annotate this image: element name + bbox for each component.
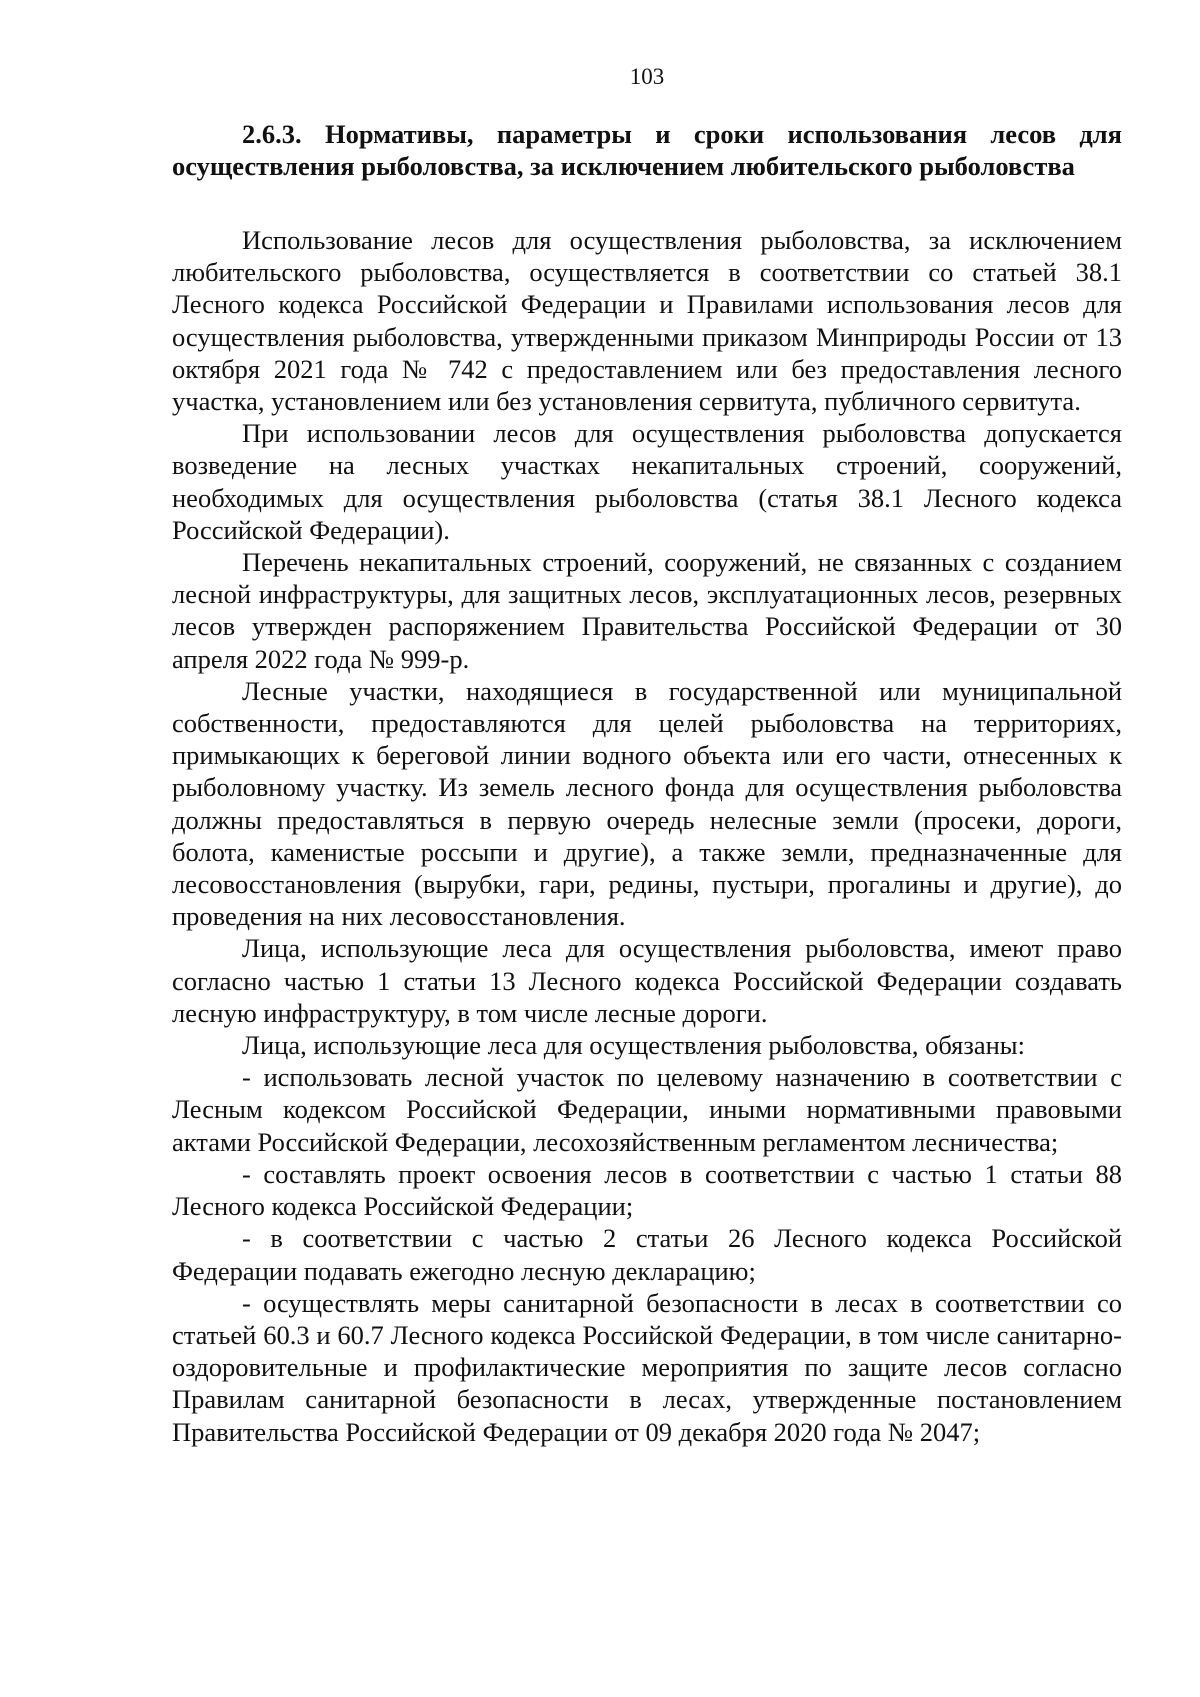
paragraph-4: Лесные участки, находящиеся в государственной или муниципальной собственности, предоставляются для целей рыболовства на территориях, примыкающих к береговой линии водного объекта или его части, отнесенных к рыболовному участку. Из земель лесного фонда для осуществления рыболовства должны предоставляться в первую очередь нелесные земли (просеки, дороги, болота, каменистые россыпи и другие), а также земли, предназначенные для лесовосстановления (вырубки, гари, редины, пустыри, прогалины и другие), до проведения на них лесовосстановления. [172, 675, 1122, 932]
paragraph-1: Использование лесов для осуществления рыболовства, за исключением любительского рыболовства, осуществляется в соответствии со статьей 38.1 Лесного кодекса Российской Федерации и Правилами использования лесов для осуществления рыболовства, утвержденными приказом Минприроды России от 13 октября 2021 года № 742 с предоставлением или без предоставления лесного участка, установлением или без установления сервитута, публичного сервитута. [172, 225, 1122, 417]
list-item-2: - составлять проект освоения лесов в соответствии с частью 1 статьи 88 Лесного кодекса Российской Федерации; [172, 1158, 1122, 1222]
paragraph-6: Лица, использующие леса для осуществления рыболовства, обязаны: [242, 1030, 1025, 1061]
paragraph-3: Перечень некапитальных строений, сооружений, не связанных с созданием лесной инфраструктуры, для защитных лесов, эксплуатационных лесов, резервных лесов утвержден распоряжением Правительства Российской Федерации от 30 апреля 2022 года № 999-р. [172, 547, 1122, 674]
paragraph-2: При использовании лесов для осуществления рыболовства допускается возведение на лесных участках некапитальных строений, сооружений, необходимых для осуществления рыболовства (статья 38.1 Лесного кодекса Российской Федерации). [172, 418, 1122, 545]
paragraph-5: Лица, использующие леса для осуществления рыболовства, имеют право согласно частью 1 статьи 13 Лесного кодекса Российской Федерации создавать лесную инфраструктуру, в том числе лесные дороги. [172, 933, 1122, 1028]
document-page [172, 62, 1122, 1448]
list-item-3: - в соответствии с частью 2 статьи 26 Лесного кодекса Российской Федерации подавать ежегодно лесную декларацию; [172, 1223, 1122, 1286]
list-item-1: - использовать лесной участок по целевому назначению в соответствии с Лесным кодексом Российской Федерации, иными нормативными правовыми актами Российской Федерации, лесохозяйственным регламентом лесничества; [172, 1062, 1122, 1157]
page-number: 103 [629, 64, 665, 89]
list-item-4: - осуществлять меры санитарной безопасности в лесах в соответствии со статьей 60.3 и 60.7 Лесного кодекса Российской Федерации, в том числе санитарно-оздоровительные и профилактические мероприятия по защите лесов согласно Правилам санитарной безопасности в лесах, утвержденные постановлением Правительства Российской Федерации от 09 декабря 2020 года № 2047; [172, 1287, 1122, 1447]
section-heading: 2.6.3. Нормативы, параметры и сроки использования лесов для осуществления рыболовства, за исключением любительского рыболовства [172, 119, 1122, 181]
